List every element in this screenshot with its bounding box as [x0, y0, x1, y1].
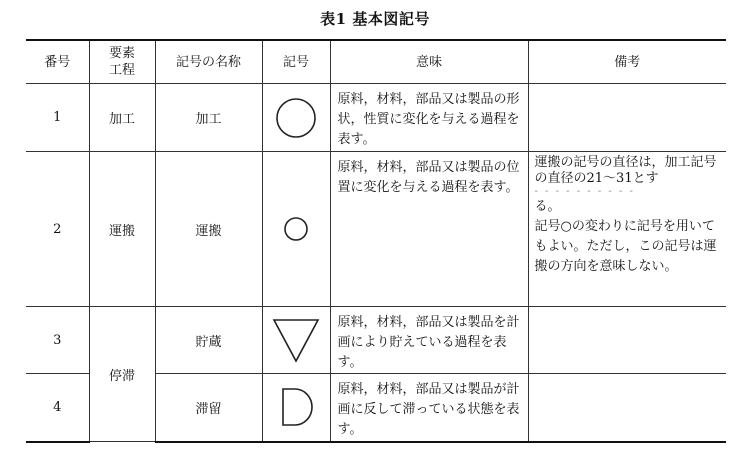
row-remarks: [528, 84, 726, 152]
header-symbol-name: 記号の名称: [155, 40, 262, 84]
row-meaning: 原料，材料，部品又は製品が計画に反して滞っている状態を表す。: [330, 374, 528, 442]
cut-off-text-fragment: ‐ ‐ ‐ ‐ ‐ ‐ ‐ ‐ ‐ ‐: [534, 186, 635, 197]
row-meaning: 原料，材料，部品又は製品を計画により貯えている過程を表す。: [330, 307, 528, 374]
row-process: 加工: [89, 84, 155, 152]
row-remarks: [528, 374, 726, 442]
header-process-label: 工程: [108, 63, 135, 78]
small-circle-icon: [281, 214, 311, 244]
row-number: 3: [26, 307, 89, 374]
large-circle-icon: [274, 96, 318, 140]
inverted-triangle-icon: [270, 315, 322, 365]
row-process: 運搬: [89, 152, 155, 307]
row-symbol-name: 加工: [155, 84, 262, 152]
row-number: 4: [26, 374, 89, 442]
remarks-line: 運搬の記号の直径は，加工記号の直径の21～31とす: [534, 155, 717, 186]
header-symbol: 記号: [262, 40, 330, 84]
basic-symbols-table: [26, 39, 726, 443]
row-symbol-name: 貯蔵: [155, 307, 262, 374]
row-number: 1: [26, 84, 89, 152]
row-symbol: [262, 84, 330, 152]
d-shape-icon: [274, 385, 318, 429]
remarks-line: る。: [534, 199, 561, 214]
table-row: [26, 84, 726, 152]
table-row: [26, 152, 726, 307]
row-symbol-name: 滞留: [155, 374, 262, 442]
row-remarks: [528, 152, 726, 307]
row-symbol: [262, 307, 330, 374]
remarks-line: 記号○の変わりに記号を用いてもよい。ただし，この記号は運搬の方向を意味しない。: [534, 219, 717, 274]
row-remarks: [528, 307, 726, 374]
row-number: 2: [26, 152, 89, 307]
header-number: 番号: [26, 40, 89, 84]
row-symbol-name: 運搬: [155, 152, 262, 307]
row-process-merged: 停滞: [89, 307, 155, 442]
row-meaning: 原料，材料，部品又は製品の位置に変化を与える過程を表す。: [330, 152, 528, 307]
row-symbol: [262, 152, 330, 307]
table-title: 表1 基本図記号: [320, 10, 430, 28]
header-row: [26, 40, 726, 84]
row-meaning: 原料，材料，部品又は製品の形状，性質に変化を与える過程を表す。: [330, 84, 528, 152]
header-remarks: 備考: [528, 40, 726, 84]
table-row: [26, 307, 726, 374]
row-symbol: [262, 374, 330, 442]
header-element-label: 要素: [108, 46, 135, 61]
header-meaning: 意味: [330, 40, 528, 84]
header-element-process: [89, 40, 155, 84]
